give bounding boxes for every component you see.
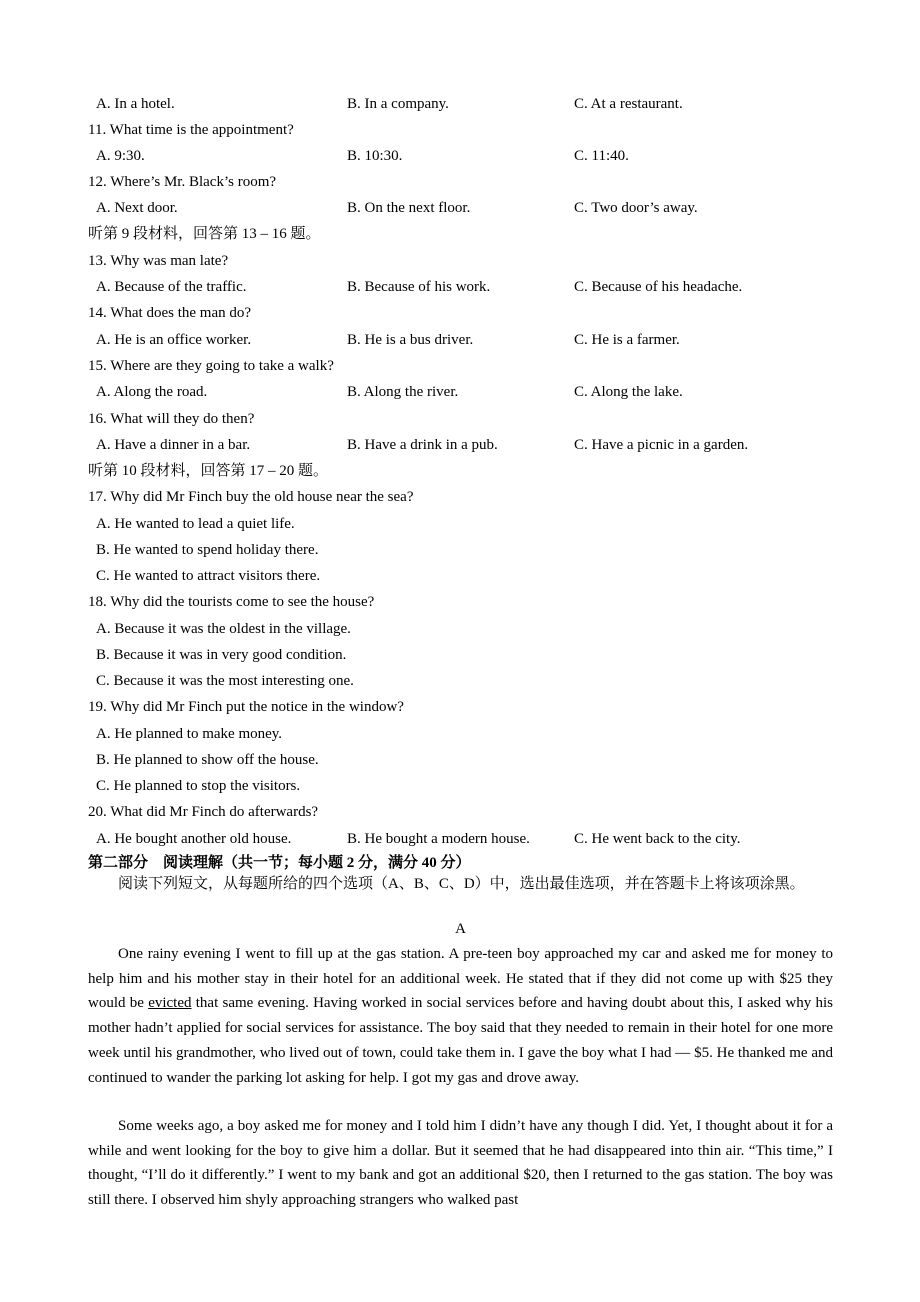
q14-option-b: B. He is a bus driver.: [347, 332, 474, 348]
part-2-instruction: 阅读下列短文，从每题所给的四个选项（A、B、C、D）中，选出最佳选项，并在答题卡上将该项涂黑。: [118, 876, 805, 892]
q18-stem: 18. Why did the tourists come to see the house?: [88, 594, 375, 610]
q14-stem: 14. What does the man do?: [88, 305, 252, 321]
q19-option-b: B. He planned to show off the house.: [96, 752, 319, 768]
q15-option-c: C. Along the lake.: [574, 384, 683, 400]
q20-option-b: B. He bought a modern house.: [347, 831, 530, 847]
passage-paragraph-2: Some weeks ago, a boy asked me for money and I told him I didn’t have any though I did. Yet, I thought about it for a while and went looking for the boy to give him a dollar. But it seemed that he had disappeared into thin air. “This time,” I thought, “I’ll do it differently.” I went to my bank and got an additional $20, then I returned to the gas station. The boy was still there. I observed him shyly approaching strangers who walked past: [88, 1118, 833, 1209]
q14-option-c: C. He is a farmer.: [574, 332, 680, 348]
q19-option-a: A. He planned to make money.: [96, 726, 283, 742]
q13-stem: 13. Why was man late?: [88, 253, 229, 269]
q20-option-c: C. He went back to the city.: [574, 831, 741, 847]
q14-option-a: A. He is an office worker.: [96, 332, 252, 348]
passage-paragraph-1: [88, 942, 833, 1090]
q15-option-b: B. Along the river.: [347, 384, 459, 400]
paragraph-1-part-1: One rainy evening I went to fill up at the gas station. A pre-teen boy approached my car and asked me for money to help him and his mother stay in their hotel for an additional week. He stated that if they did not come up with $25 they would be: [88, 946, 833, 1012]
passage-label: A: [455, 921, 466, 937]
q13-option-c: C. Because of his headache.: [574, 279, 743, 295]
q10-option-c: C. At a restaurant.: [574, 96, 683, 112]
q11-option-a: A. 9:30.: [96, 148, 145, 164]
q17-option-b: B. He wanted to spend holiday there.: [96, 542, 319, 558]
part-2-heading: 第二部分 阅读理解（共一节；每小题 2 分，满分 40 分）: [88, 855, 471, 871]
q11-option-c: C. 11:40.: [574, 148, 629, 164]
q20-stem: 20. What did Mr Finch do afterwards?: [88, 804, 319, 820]
q19-option-c: C. He planned to stop the visitors.: [96, 778, 301, 794]
q11-option-b: B. 10:30.: [347, 148, 403, 164]
q17-option-a: A. He wanted to lead a quiet life.: [96, 516, 295, 532]
section-10-heading: 听第 10 段材料，回答第 17 – 20 题。: [88, 463, 329, 479]
q16-stem: 16. What will they do then?: [88, 411, 255, 427]
q18-option-a: A. Because it was the oldest in the village.: [96, 621, 351, 637]
q12-option-c: C. Two door’s away.: [574, 200, 698, 216]
paragraph-1-part-2: that same evening. Having worked in social services before and having doubt about this, I asked why his mother hadn’t applied for social services for assistance. The boy said that they needed to remain in their hotel for one more week until his grandmother, who lived out of town, could take them in. I gave the boy what I had — $5. He thanked me and continued to wander the parking lot asking for help. I got my gas and drove away.: [88, 995, 833, 1086]
section-9-heading: 听第 9 段材料，回答第 13 – 16 题。: [88, 226, 321, 242]
q13-option-b: B. Because of his work.: [347, 279, 491, 295]
q19-stem: 19. Why did Mr Finch put the notice in the window?: [88, 699, 404, 715]
q20-option-a: A. He bought another old house.: [96, 831, 292, 847]
q15-option-a: A. Along the road.: [96, 384, 208, 400]
q16-option-a: A. Have a dinner in a bar.: [96, 437, 251, 453]
q12-option-a: A. Next door.: [96, 200, 178, 216]
q13-option-a: A. Because of the traffic.: [96, 279, 247, 295]
q11-stem: 11. What time is the appointment?: [88, 122, 294, 138]
q16-option-b: B. Have a drink in a pub.: [347, 437, 498, 453]
q17-option-c: C. He wanted to attract visitors there.: [96, 568, 321, 584]
q10-option-b: B. In a company.: [347, 96, 449, 112]
q18-option-c: C. Because it was the most interesting one.: [96, 673, 354, 689]
q10-option-a: A. In a hotel.: [96, 96, 175, 112]
q17-stem: 17. Why did Mr Finch buy the old house near the sea?: [88, 489, 414, 505]
q12-option-b: B. On the next floor.: [347, 200, 471, 216]
q18-option-b: B. Because it was in very good condition.: [96, 647, 347, 663]
underlined-word-evicted: evicted: [148, 995, 192, 1012]
q16-option-c: C. Have a picnic in a garden.: [574, 437, 749, 453]
q15-stem: 15. Where are they going to take a walk?: [88, 358, 334, 374]
q12-stem: 12. Where’s Mr. Black’s room?: [88, 174, 277, 190]
